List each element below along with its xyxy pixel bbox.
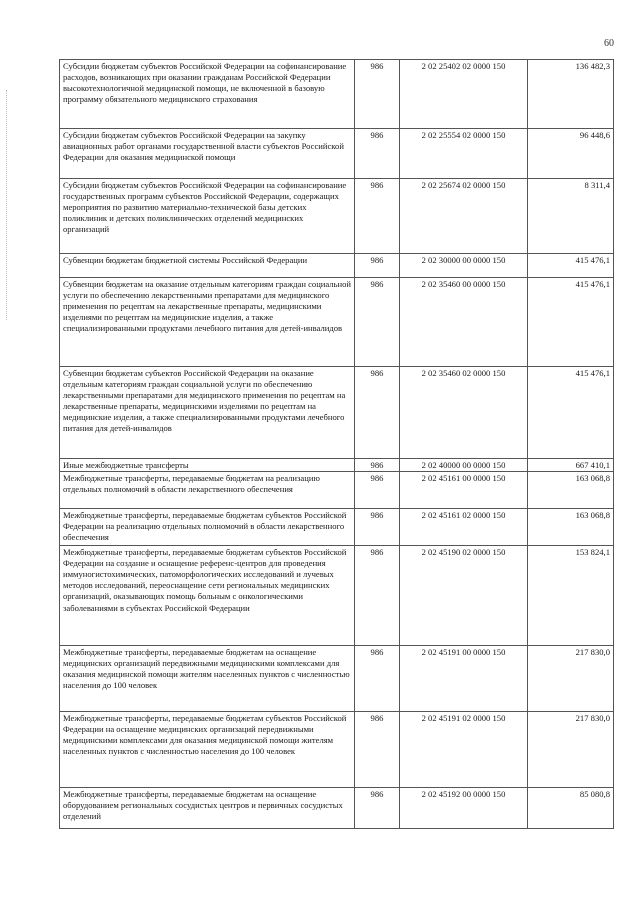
row-admin-code: 986: [355, 459, 400, 472]
row-admin-code: 986: [355, 712, 400, 788]
row-amount: 136 482,3: [528, 60, 614, 129]
budget-revenue-table: [59, 59, 614, 829]
row-name: Межбюджетные трансферты, передаваемые бюджетам на оснащение оборудованием региональных сосудистых центров и первичных сосудистых отделений: [60, 788, 355, 829]
row-name: Субвенции бюджетам бюджетной системы Российской Федерации: [60, 254, 355, 278]
table-row: [60, 712, 614, 788]
table-row: [60, 179, 614, 254]
row-name: Межбюджетные трансферты, передаваемые бюджетам на оснащение медицинских организаций передвижными медицинскими комплексами для оказания медицинской помощи жителям населенных пунктов с численностью населения до 100 человек: [60, 646, 355, 712]
row-name: Субвенции бюджетам субъектов Российской Федерации на оказание отдельным категориям граждан социальной услуги по обеспечению лекарственными препаратами для медицинского применения по рецептам на лекарственные препараты, медицинскими изделиями по рецептам на медицинские изделия, а также специализированными продуктами лечебного питания для детей-инвалидов: [60, 367, 355, 459]
row-amount: 163 068,8: [528, 509, 614, 546]
row-name: Субвенции бюджетам на оказание отдельным категориям граждан социальной услуги по обеспечению лекарственными препаратами для медицинского применения по рецептам на лекарственные препараты, медицинскими изделиями по рецептам на медицинские изделия, а также специализированными продуктами лечебного питания для детей-инвалидов: [60, 278, 355, 367]
row-budget-code: 2 02 40000 00 0000 150: [400, 459, 528, 472]
row-name: Межбюджетные трансферты, передаваемые бюджетам субъектов Российской Федерации на создание и оснащение референс-центров для проведения иммуногистохимических, патоморфологических исследований и лучевых методов исследований, переоснащение сети региональных медицинских организаций, оказывающих помощь больным с онкологическими заболеваниями в субъектах Российской Федерации: [60, 546, 355, 646]
row-budget-code: 2 02 45161 02 0000 150: [400, 509, 528, 546]
row-name: Межбюджетные трансферты, передаваемые бюджетам на реализацию отдельных полномочий в области лекарственного обеспечения: [60, 472, 355, 509]
row-name: Межбюджетные трансферты, передаваемые бюджетам субъектов Российской Федерации на оснащение медицинских организаций передвижными медицинскими комплексами для оказания медицинской помощи жителям населенных пунктов с численностью населения до 100 человек: [60, 712, 355, 788]
row-admin-code: 986: [355, 367, 400, 459]
table-row: [60, 367, 614, 459]
row-budget-code: 2 02 45192 00 0000 150: [400, 788, 528, 829]
row-amount: 415 476,1: [528, 367, 614, 459]
row-budget-code: 2 02 35460 00 0000 150: [400, 278, 528, 367]
table-row: [60, 788, 614, 829]
row-admin-code: 986: [355, 646, 400, 712]
row-admin-code: 986: [355, 546, 400, 646]
row-admin-code: 986: [355, 129, 400, 179]
row-amount: 85 080,8: [528, 788, 614, 829]
row-admin-code: 986: [355, 472, 400, 509]
table-row: [60, 60, 614, 129]
row-amount: 217 830,0: [528, 712, 614, 788]
row-admin-code: 986: [355, 179, 400, 254]
table-row: [60, 509, 614, 546]
row-budget-code: 2 02 45191 02 0000 150: [400, 712, 528, 788]
row-budget-code: 2 02 25554 02 0000 150: [400, 129, 528, 179]
row-amount: 153 824,1: [528, 546, 614, 646]
table-row: [60, 459, 614, 472]
row-amount: 163 068,8: [528, 472, 614, 509]
page-number: 60: [604, 38, 614, 49]
row-budget-code: 2 02 25674 02 0000 150: [400, 179, 528, 254]
row-amount: 667 410,1: [528, 459, 614, 472]
row-name: Субсидии бюджетам субъектов Российской Федерации на софинансирование расходов, возникающих при оказании гражданам Российской Федерации высокотехнологичной медицинской помощи, не включенной в базовую программу обязательного медицинского страхования: [60, 60, 355, 129]
table-row: [60, 546, 614, 646]
row-budget-code: 2 02 25402 02 0000 150: [400, 60, 528, 129]
table-row: [60, 278, 614, 367]
row-admin-code: 986: [355, 278, 400, 367]
row-budget-code: 2 02 45191 00 0000 150: [400, 646, 528, 712]
margin-punch-marks: [6, 90, 9, 320]
table-row: [60, 646, 614, 712]
row-amount: 217 830,0: [528, 646, 614, 712]
row-budget-code: 2 02 35460 02 0000 150: [400, 367, 528, 459]
table-row: [60, 254, 614, 278]
row-admin-code: 986: [355, 254, 400, 278]
row-admin-code: 986: [355, 60, 400, 129]
row-name: Иные межбюджетные трансферты: [60, 459, 355, 472]
row-amount: 8 311,4: [528, 179, 614, 254]
row-name: Субсидии бюджетам субъектов Российской Федерации на закупку авиационных работ органами государственной власти субъектов Российской Федерации для оказания медицинской помощи: [60, 129, 355, 179]
row-budget-code: 2 02 30000 00 0000 150: [400, 254, 528, 278]
row-amount: 415 476,1: [528, 278, 614, 367]
row-amount: 96 448,6: [528, 129, 614, 179]
table-row: [60, 129, 614, 179]
table-row: [60, 472, 614, 509]
row-name: Субсидии бюджетам субъектов Российской Федерации на софинансирование государственных программ субъектов Российской Федерации, содержащих мероприятия по развитию материально-технической базы детских поликлиник и детских поликлинических отделений медицинских организаций: [60, 179, 355, 254]
row-budget-code: 2 02 45161 00 0000 150: [400, 472, 528, 509]
row-name: Межбюджетные трансферты, передаваемые бюджетам субъектов Российской Федерации на реализацию отдельных полномочий в области лекарственного обеспечения: [60, 509, 355, 546]
row-amount: 415 476,1: [528, 254, 614, 278]
row-budget-code: 2 02 45190 02 0000 150: [400, 546, 528, 646]
row-admin-code: 986: [355, 788, 400, 829]
row-admin-code: 986: [355, 509, 400, 546]
